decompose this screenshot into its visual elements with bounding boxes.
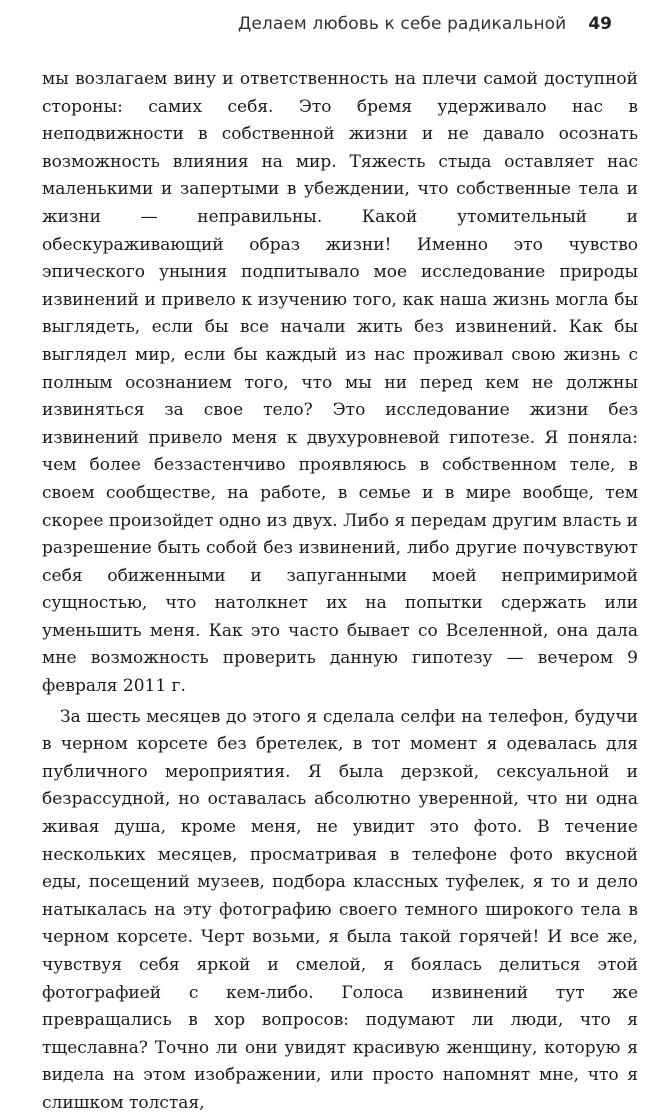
running-title: Делаем любовь к себе радикальной <box>237 14 567 34</box>
page-number: 49 <box>588 14 612 34</box>
body-text <box>42 66 638 1118</box>
paragraph-2: За шесть месяцев до этого я сделала селфи на телефон, будучи в черном корсете без бретелек, в тот момент я одевалась для публичного мероприятия. Я была дерзкой, сексуальной и безрассудной, но оставалась абсолютно уверенной, что ни одна живая душа, кроме меня, не увидит это фото. В течение нескольких месяцев, просматривая в телефоне фото вкусной еды, посещений музеев, подбора классных туфелек, я то и дело натыкалась на эту фотографию своего темного широкого тела в черном корсете. Черт возьми, я была такой горячей! И все же, чувствуя себя яркой и смелой, я боялась делиться этой фотографией с кем-либо. Голоса извинений тут же превращались в хор вопросов: подумают ли люди, что я тщеславна? Точно ли они увидят красивую женщину, которую я видела на этом изображении, или просто напомнят мне, что я слишком толстая, <box>42 706 638 1113</box>
paragraph-1: мы возлагаем вину и ответственность на плечи самой доступной стороны: самих себя. Это бремя удерживало нас в неподвижности в собственной жизни и не давало осознать возможность влияния на мир. Тяжесть стыда оставляет нас маленькими и запертыми в убеждении, что собственные тела и жизни — неправильны. Какой утомительный и обескураживающий образ жизни! Именно это чувство эпического уныния подпитывало мое исследование природы извинений и привело к изучению того, как наша жизнь могла бы выглядеть, если бы все начали жить без извинений. Как бы выглядел мир, если бы каждый из нас проживал свою жизнь с полным осознанием того, что мы ни перед кем не должны извиняться за свое тело? Это исследование жизни без извинений привело меня к двухуровневой гипотезе. Я поняла: чем более беззастенчиво проявляюсь в собственном теле, в своем сообществе, на работе, в семье и в мире вообще, тем скорее произойдет одно из двух. Либо я передам другим власть и разрешение быть собой без извинений, либо другие почувствуют себя обиженными и запуганными моей непримиримой сущностью, что натолкнет их на попытки сдержать или уменьшить меня. Как это часто бывает со Вселенной, она дала мне возможность проверить данную гипотезу — вечером 9 февраля 2011 г. <box>42 69 638 697</box>
running-head <box>238 14 612 34</box>
